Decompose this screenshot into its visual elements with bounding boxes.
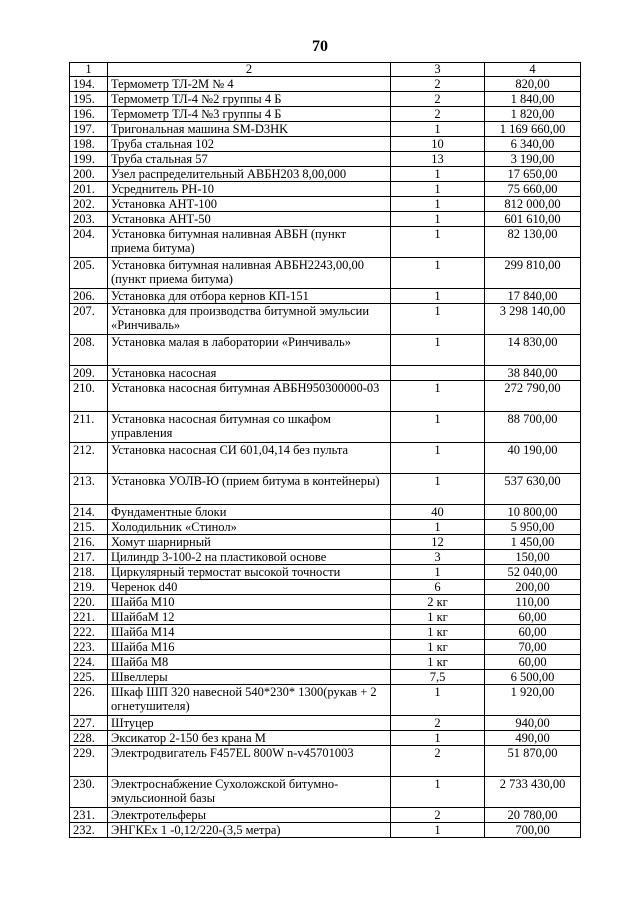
- item-amount: 272 790,00: [485, 381, 581, 412]
- table-row: [70, 823, 581, 838]
- item-quantity: 1 кг: [391, 610, 485, 625]
- table-row: [70, 335, 581, 366]
- row-number: 226.: [70, 685, 108, 716]
- row-number: 222.: [70, 625, 108, 640]
- table-row: [70, 258, 581, 289]
- item-quantity: 1: [391, 197, 485, 212]
- item-amount: 2 733 430,00: [485, 777, 581, 808]
- item-amount: 299 810,00: [485, 258, 581, 289]
- table-row: [70, 92, 581, 107]
- item-name: Эксикатор 2-150 без крана М: [108, 731, 391, 746]
- item-quantity: 1: [391, 777, 485, 808]
- row-number: 200.: [70, 167, 108, 182]
- table-row: [70, 366, 581, 381]
- item-name: Швеллеры: [108, 670, 391, 685]
- item-amount: 60,00: [485, 655, 581, 670]
- row-number: 204.: [70, 227, 108, 258]
- column-header-quantity: 3: [391, 63, 485, 77]
- item-quantity: 13: [391, 152, 485, 167]
- item-quantity: 12: [391, 535, 485, 550]
- row-number: 227.: [70, 716, 108, 731]
- row-number: 230.: [70, 777, 108, 808]
- table-row: [70, 122, 581, 137]
- table-row: [70, 640, 581, 655]
- table-row: [70, 670, 581, 685]
- table-body: [70, 77, 581, 838]
- item-name: Шайба М10: [108, 595, 391, 610]
- row-number: 229.: [70, 746, 108, 777]
- item-name: Узел распределительный АВБН203 8,00,000: [108, 167, 391, 182]
- row-number: 214.: [70, 505, 108, 520]
- row-number: 212.: [70, 443, 108, 474]
- row-number: 207.: [70, 304, 108, 335]
- item-amount: 82 130,00: [485, 227, 581, 258]
- item-name: Шайба М8: [108, 655, 391, 670]
- table-row: [70, 212, 581, 227]
- table-row: [70, 550, 581, 565]
- row-number: 220.: [70, 595, 108, 610]
- item-quantity: 1: [391, 823, 485, 838]
- item-quantity: 40: [391, 505, 485, 520]
- table-row: [70, 289, 581, 304]
- table-row: [70, 505, 581, 520]
- item-name: Установка насосная битумная АВБН950300000-03: [108, 381, 391, 412]
- item-name: Цилиндр 3-100-2 на пластиковой основе: [108, 550, 391, 565]
- page-number: 70: [312, 38, 328, 55]
- item-amount: 110,00: [485, 595, 581, 610]
- item-quantity: 2: [391, 77, 485, 92]
- item-name: Установка АНТ-100: [108, 197, 391, 212]
- item-name: Штуцер: [108, 716, 391, 731]
- row-number: 231.: [70, 808, 108, 823]
- item-amount: 75 660,00: [485, 182, 581, 197]
- row-number: 228.: [70, 731, 108, 746]
- item-quantity: 1: [391, 304, 485, 335]
- item-name: Труба стальная 57: [108, 152, 391, 167]
- header-row: [70, 63, 581, 77]
- table-row: [70, 152, 581, 167]
- item-quantity: 1: [391, 182, 485, 197]
- row-number: 196.: [70, 107, 108, 122]
- item-quantity: 2 кг: [391, 595, 485, 610]
- item-amount: 51 870,00: [485, 746, 581, 777]
- row-number: 198.: [70, 137, 108, 152]
- table-row: [70, 227, 581, 258]
- item-amount: 601 610,00: [485, 212, 581, 227]
- item-amount: 820,00: [485, 77, 581, 92]
- table-row: [70, 580, 581, 595]
- item-name: Шкаф ШП 320 навесной 540*230* 1300(рукав + 2 огнетушителя): [108, 685, 391, 716]
- item-amount: 1 920,00: [485, 685, 581, 716]
- item-quantity: 1: [391, 122, 485, 137]
- row-number: 203.: [70, 212, 108, 227]
- item-quantity: 1: [391, 412, 485, 443]
- item-amount: 6 500,00: [485, 670, 581, 685]
- item-quantity: 1: [391, 227, 485, 258]
- table-row: [70, 304, 581, 335]
- row-number: 232.: [70, 823, 108, 838]
- item-name: Термометр ТЛ-4 №2 группы 4 Б: [108, 92, 391, 107]
- item-name: ШайбаМ 12: [108, 610, 391, 625]
- table-row: [70, 685, 581, 716]
- item-quantity: 1: [391, 565, 485, 580]
- item-amount: 10 800,00: [485, 505, 581, 520]
- row-number: 209.: [70, 366, 108, 381]
- item-name: Циркулярный термостат высокой точности: [108, 565, 391, 580]
- table-row: [70, 77, 581, 92]
- item-name: Холодильник «Стинол»: [108, 520, 391, 535]
- table-row: [70, 381, 581, 412]
- row-number: 206.: [70, 289, 108, 304]
- item-amount: 700,00: [485, 823, 581, 838]
- item-name: Установка малая в лаборатории «Ринчиваль»: [108, 335, 391, 366]
- table-row: [70, 474, 581, 505]
- item-name: Электродвигатель F457EL 800W n-v45701003: [108, 746, 391, 777]
- item-quantity: 2: [391, 746, 485, 777]
- row-number: 199.: [70, 152, 108, 167]
- row-number: 202.: [70, 197, 108, 212]
- item-name: Установка УОЛВ-Ю (прием битума в контейнеры): [108, 474, 391, 505]
- item-quantity: 1: [391, 212, 485, 227]
- item-name: Фундаментные блоки: [108, 505, 391, 520]
- item-name: Электроснабжение Сухоложской битумно-эмульсионной базы: [108, 777, 391, 808]
- item-name: Шайба М14: [108, 625, 391, 640]
- item-name: Труба стальная 102: [108, 137, 391, 152]
- row-number: 201.: [70, 182, 108, 197]
- table-row: [70, 167, 581, 182]
- row-number: 217.: [70, 550, 108, 565]
- inventory-table: [69, 62, 581, 838]
- table-row: [70, 746, 581, 777]
- row-number: 208.: [70, 335, 108, 366]
- item-name: ЭНГКЕх 1 -0,12/220-(3,5 метра): [108, 823, 391, 838]
- item-quantity: 2: [391, 716, 485, 731]
- item-amount: 812 000,00: [485, 197, 581, 212]
- item-quantity: 1 кг: [391, 625, 485, 640]
- table-row: [70, 107, 581, 122]
- item-amount: 150,00: [485, 550, 581, 565]
- item-amount: 17 650,00: [485, 167, 581, 182]
- item-amount: 537 630,00: [485, 474, 581, 505]
- item-amount: 1 820,00: [485, 107, 581, 122]
- item-amount: 5 950,00: [485, 520, 581, 535]
- item-quantity: 1: [391, 685, 485, 716]
- table-row: [70, 610, 581, 625]
- item-quantity: 1: [391, 289, 485, 304]
- item-quantity: 1: [391, 258, 485, 289]
- item-name: Установка насосная битумная со шкафом управления: [108, 412, 391, 443]
- item-amount: 1 169 660,00: [485, 122, 581, 137]
- row-number: 210.: [70, 381, 108, 412]
- table-row: [70, 731, 581, 746]
- item-name: Установка битумная наливная АВБН2243,00,00 (пункт приема битума): [108, 258, 391, 289]
- item-quantity: 1: [391, 731, 485, 746]
- item-quantity: 1: [391, 335, 485, 366]
- item-amount: 3 298 140,00: [485, 304, 581, 335]
- item-amount: 6 340,00: [485, 137, 581, 152]
- item-amount: 490,00: [485, 731, 581, 746]
- item-quantity: 1: [391, 167, 485, 182]
- table-row: [70, 625, 581, 640]
- item-amount: 52 040,00: [485, 565, 581, 580]
- row-number: 221.: [70, 610, 108, 625]
- item-name: Хомут шарнирный: [108, 535, 391, 550]
- row-number: 216.: [70, 535, 108, 550]
- item-amount: 60,00: [485, 625, 581, 640]
- item-quantity: 3: [391, 550, 485, 565]
- row-number: 205.: [70, 258, 108, 289]
- column-header-amount: 4: [485, 63, 581, 77]
- row-number: 194.: [70, 77, 108, 92]
- table-row: [70, 412, 581, 443]
- item-quantity: 10: [391, 137, 485, 152]
- item-name: Усреднитель РН-10: [108, 182, 391, 197]
- row-number: 225.: [70, 670, 108, 685]
- table-row: [70, 565, 581, 580]
- table-row: [70, 655, 581, 670]
- table-row: [70, 716, 581, 731]
- row-number: 211.: [70, 412, 108, 443]
- item-amount: 88 700,00: [485, 412, 581, 443]
- item-name: Установка битумная наливная АВБН (пункт приема битума): [108, 227, 391, 258]
- item-quantity: 1 кг: [391, 655, 485, 670]
- item-amount: 3 190,00: [485, 152, 581, 167]
- item-amount: 40 190,00: [485, 443, 581, 474]
- item-quantity: 1: [391, 381, 485, 412]
- row-number: 219.: [70, 580, 108, 595]
- item-amount: 60,00: [485, 610, 581, 625]
- item-amount: 940,00: [485, 716, 581, 731]
- item-amount: 200,00: [485, 580, 581, 595]
- item-name: Установка насосная СИ 601,04,14 без пульта: [108, 443, 391, 474]
- item-amount: 1 840,00: [485, 92, 581, 107]
- row-number: 195.: [70, 92, 108, 107]
- item-name: Термометр ТЛ-4 №3 группы 4 Б: [108, 107, 391, 122]
- item-amount: 17 840,00: [485, 289, 581, 304]
- item-quantity: 6: [391, 580, 485, 595]
- table-row: [70, 182, 581, 197]
- item-quantity: 1 кг: [391, 640, 485, 655]
- item-amount: 20 780,00: [485, 808, 581, 823]
- item-amount: 14 830,00: [485, 335, 581, 366]
- item-quantity: 1: [391, 443, 485, 474]
- item-name: Установка для отбора кернов КП-151: [108, 289, 391, 304]
- item-quantity: [391, 366, 485, 381]
- item-name: Шайба М16: [108, 640, 391, 655]
- item-quantity: 1: [391, 474, 485, 505]
- column-header-name: 2: [108, 63, 391, 77]
- item-name: Установка АНТ-50: [108, 212, 391, 227]
- row-number: 218.: [70, 565, 108, 580]
- row-number: 197.: [70, 122, 108, 137]
- item-quantity: 2: [391, 92, 485, 107]
- column-header-number: 1: [70, 63, 108, 77]
- table-row: [70, 777, 581, 808]
- item-quantity: 2: [391, 107, 485, 122]
- row-number: 224.: [70, 655, 108, 670]
- table-row: [70, 443, 581, 474]
- table-row: [70, 808, 581, 823]
- item-quantity: 7,5: [391, 670, 485, 685]
- item-name: Установка насосная: [108, 366, 391, 381]
- row-number: 215.: [70, 520, 108, 535]
- item-name: Термометр ТЛ-2М № 4: [108, 77, 391, 92]
- table-row: [70, 535, 581, 550]
- table-row: [70, 197, 581, 212]
- item-amount: 70,00: [485, 640, 581, 655]
- item-name: Черенок d40: [108, 580, 391, 595]
- item-amount: 1 450,00: [485, 535, 581, 550]
- table-row: [70, 137, 581, 152]
- table-row: [70, 520, 581, 535]
- item-name: Установка для производства битумной эмульсии «Ринчиваль»: [108, 304, 391, 335]
- item-quantity: 2: [391, 808, 485, 823]
- item-name: Тригональная машина SM-D3HK: [108, 122, 391, 137]
- item-quantity: 1: [391, 520, 485, 535]
- row-number: 223.: [70, 640, 108, 655]
- item-name: Электротельферы: [108, 808, 391, 823]
- item-amount: 38 840,00: [485, 366, 581, 381]
- row-number: 213.: [70, 474, 108, 505]
- table-row: [70, 595, 581, 610]
